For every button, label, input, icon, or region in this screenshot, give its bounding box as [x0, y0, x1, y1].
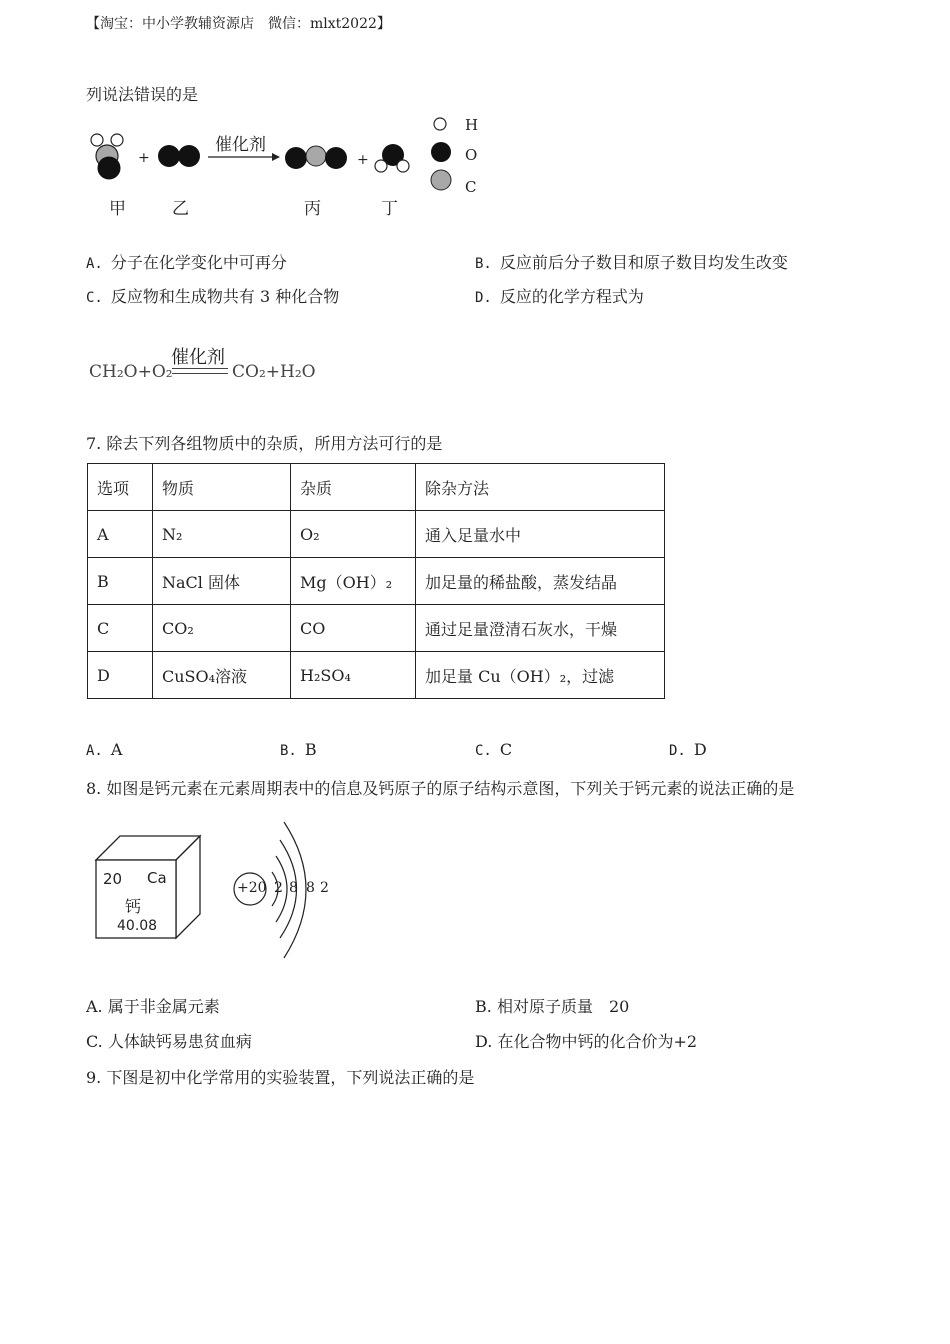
- q6-option-c[interactable]: C. 反应物和生成物共有 3 种化合物: [86, 287, 340, 306]
- table-cell: H₂SO₄: [291, 652, 416, 699]
- shell-count-3: 8: [306, 880, 315, 896]
- molecule-jia: [91, 134, 123, 179]
- element-symbol: Ca: [147, 869, 167, 887]
- plus-2: +: [357, 152, 369, 168]
- legend-label-h: H: [465, 116, 479, 134]
- q6-stem: 列说法错误的是: [86, 85, 199, 104]
- q8-option-d[interactable]: D. 在化合物中钙的化合价为+2: [475, 1032, 698, 1051]
- catalyst-label: 催化剂: [215, 135, 266, 155]
- table-cell: CO₂: [153, 605, 291, 652]
- q7-option-b[interactable]: B. B: [280, 740, 317, 759]
- element-number: 20: [103, 870, 123, 888]
- table-row: [88, 511, 665, 558]
- q6-option-a[interactable]: A. 分子在化学变化中可再分: [86, 253, 287, 272]
- q7-stem: 7. 除去下列各组物质中的杂质，所用方法可行的是: [86, 434, 443, 453]
- table-cell: B: [88, 558, 153, 605]
- q6-option-d[interactable]: D. 反应的化学方程式为: [475, 287, 644, 306]
- table-cell: 通过足量澄清石灰水，干燥: [416, 605, 665, 652]
- q8-stem: 8. 如图是钙元素在元素周期表中的信息及钙原子的原子结构示意图，下列关于钙元素的说法正确的是: [86, 779, 795, 798]
- table-cell: N₂: [153, 511, 291, 558]
- table-header-cell: 选项: [88, 464, 153, 511]
- equation-catalyst: 催化剂: [171, 347, 225, 368]
- legend-label-o: O: [465, 146, 478, 164]
- table-cell: NaCl 固体: [153, 558, 291, 605]
- legend-label-c: C: [465, 178, 477, 196]
- equation-line-2: [172, 373, 228, 374]
- table-cell: D: [88, 652, 153, 699]
- table-cell: Mg（OH）₂: [291, 558, 416, 605]
- element-name: 钙: [125, 897, 142, 916]
- equation-right: CO₂+H₂O: [232, 362, 316, 382]
- molecule-bing: [285, 146, 347, 169]
- table-cell: 加足量的稀盐酸，蒸发结晶: [416, 558, 665, 605]
- table-cell: CuSO₄溶液: [153, 652, 291, 699]
- table-cell: O₂: [291, 511, 416, 558]
- q8-option-c[interactable]: C. 人体缺钙易患贫血病: [86, 1032, 252, 1051]
- equation-left: CH₂O+O₂: [89, 362, 173, 382]
- q9-stem: 9. 下图是初中化学常用的实验装置，下列说法正确的是: [86, 1068, 475, 1087]
- nucleus-charge: +20: [237, 880, 267, 896]
- table-cell: A: [88, 511, 153, 558]
- label-jia: 甲: [109, 199, 126, 219]
- element-mass: 40.08: [117, 918, 158, 934]
- table-header-cell: 除杂方法: [416, 464, 665, 511]
- shell-count-2: 8: [289, 880, 298, 896]
- impurity-table: [87, 463, 665, 699]
- shell-count-4: 2: [320, 880, 329, 896]
- molecule-ding: [375, 144, 409, 172]
- table-row: [88, 652, 665, 699]
- reaction-diagram: [80, 108, 500, 218]
- q8-option-a[interactable]: A. 属于非金属元素: [86, 997, 220, 1016]
- table-header-cell: 物质: [153, 464, 291, 511]
- q6-option-b[interactable]: B. 反应前后分子数目和原子数目均发生改变: [475, 253, 788, 272]
- q7-option-a[interactable]: A. A: [86, 740, 123, 759]
- table-row: [88, 605, 665, 652]
- label-bing: 丙: [304, 199, 321, 219]
- plus-1: +: [138, 150, 150, 166]
- page-header: 【淘宝：中小学教辅资源店 微信：mlxt2022】: [86, 16, 391, 32]
- equation-line-1: [172, 368, 228, 369]
- legend: [431, 118, 451, 190]
- table-cell: CO: [291, 605, 416, 652]
- table-cell: C: [88, 605, 153, 652]
- table-cell: 通入足量水中: [416, 511, 665, 558]
- q7-option-d[interactable]: D. D: [669, 740, 707, 759]
- label-yi: 乙: [172, 199, 189, 219]
- table-header-cell: 杂质: [291, 464, 416, 511]
- table-row: [88, 558, 665, 605]
- shell-count-1: 2: [274, 880, 283, 896]
- table-cell: 加足量 Cu（OH）₂，过滤: [416, 652, 665, 699]
- q8-option-b[interactable]: B. 相对原子质量 20: [475, 997, 630, 1016]
- q7-option-c[interactable]: C. C: [475, 740, 513, 759]
- table-header-row: [88, 464, 665, 511]
- label-ding: 丁: [381, 199, 398, 219]
- molecule-yi: [158, 145, 200, 167]
